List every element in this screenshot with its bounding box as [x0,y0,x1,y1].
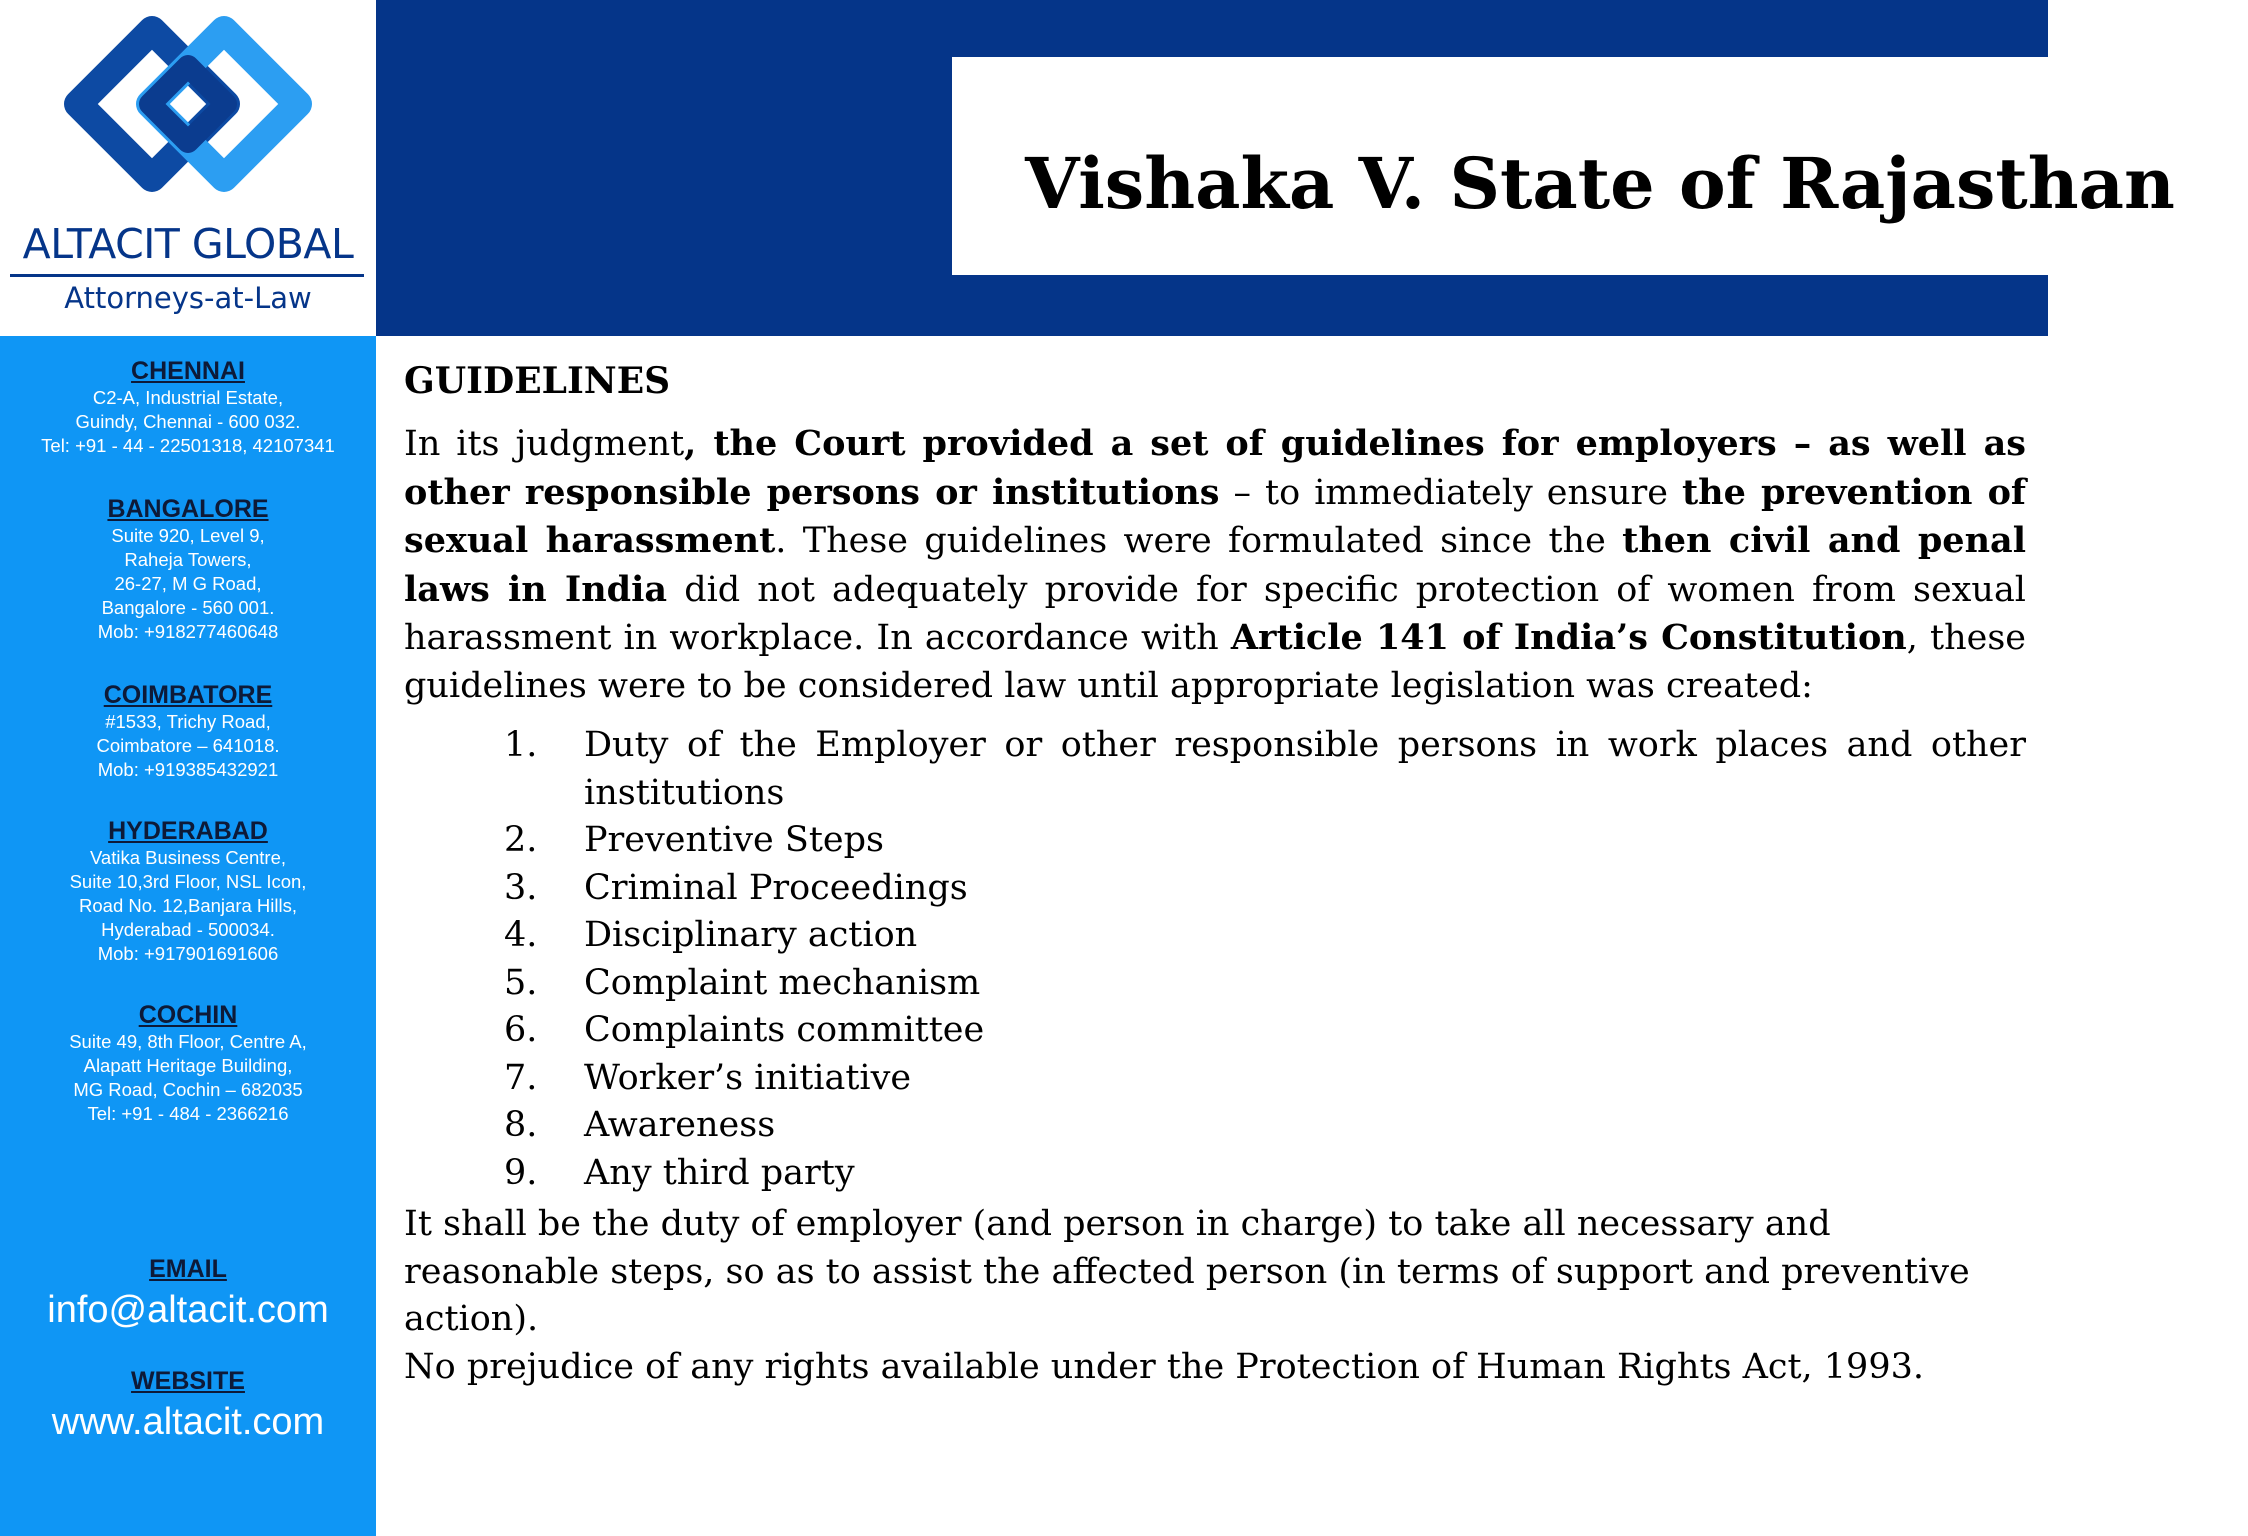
office-phone: Mob: +917901691606 [97,943,279,964]
guideline-text: Duty of the Employer or other responsible persons in work places and other institutions [584,725,2026,813]
guideline-number: 5. [504,962,538,1003]
intro-text: – to immediately ensure [1219,472,1683,513]
office-address-line: Suite 49, 8th Floor, Centre A, [69,1031,307,1052]
guideline-text: Complaints committee [584,1010,985,1050]
office-address-line: Raheja Towers, [124,549,252,570]
office-chennai [0,356,376,458]
guideline-number: 2. [504,820,538,860]
title-box [952,57,2248,275]
guideline-list [404,722,2026,1197]
guideline-number: 4. [504,915,538,955]
guideline-number: 1. [504,725,538,765]
firm-name: ALTACIT GLOBAL [22,220,354,268]
office-bangalore [0,494,376,644]
guideline-item [504,722,2026,817]
guideline-item [504,912,2026,960]
intro-paragraph [404,420,2026,710]
guideline-item [504,865,2026,913]
intro-emphasis: Article 141 of India’s Constitution [1230,617,1907,658]
intro-text: , these guidelines were to be considered law until appropriate legislation was created: [404,618,2026,706]
intro-emphasis: , the Court provided a set of guidelines for employers – as well as other responsible persons or institutions [404,423,2026,513]
office-address-line: MG Road, Cochin – 682035 [73,1079,303,1100]
email-label: EMAIL [149,1255,227,1283]
guideline-number: 9. [504,1152,538,1193]
guideline-text: Worker’s initiative [584,1057,912,1098]
office-address-line: Coimbatore – 641018. [96,735,280,756]
office-phone: Mob: +919385432921 [97,759,279,780]
office-address-line: 26-27, M G Road, [114,573,262,594]
guideline-item [504,1150,2026,1198]
guideline-text: Disciplinary action [584,915,918,955]
guideline-text: Complaint mechanism [584,962,981,1003]
slide-title: Vishaka V. State of Rajasthan [1025,142,2175,225]
office-address-line: Road No. 12,Banjara Hills, [79,895,297,916]
office-phone: Tel: +91 - 484 - 2366216 [87,1103,289,1124]
intro-text: In its judgment [404,424,685,464]
office-address-line: Hyderabad - 500034. [101,919,275,940]
office-city: COCHIN [138,1001,238,1029]
office-cochin [0,1000,376,1126]
closing-paragraph: No prejudice of any rights available under the Protection of Human Rights Act, 1993. [404,1346,1924,1387]
guideline-item [504,1055,2026,1103]
office-address-line: Suite 10,3rd Floor, NSL Icon, [69,871,307,892]
guideline-number: 3. [504,867,538,908]
guideline-number: 8. [504,1105,538,1145]
firm-logo [0,0,376,336]
altacit-logo-mark-icon [40,6,336,206]
office-phone: Mob: +918277460648 [97,621,279,642]
guideline-text: Preventive Steps [584,820,885,860]
guideline-number: 6. [504,1010,538,1050]
office-address-line: #1533, Trichy Road, [105,711,271,732]
office-coimbatore [0,680,376,782]
office-address-line: Vatika Business Centre, [89,847,287,868]
firm-name-divider [10,274,364,277]
guideline-item [504,960,2026,1008]
office-address-line: Suite 920, Level 9, [111,525,265,546]
office-city: CHENNAI [131,357,245,385]
office-hyderabad [0,816,376,966]
email-link[interactable]: info@altacit.com [47,1289,329,1331]
guideline-text: Any third party [584,1152,855,1193]
office-city: BANGALORE [107,495,269,523]
closing-paragraph: It shall be the duty of employer (and person in charge) to take all necessary and reasonable steps, so as to assist the affected person (in terms of support and preventive action). [404,1204,1970,1339]
guideline-text: Criminal Proceedings [584,867,968,908]
office-address-line: Alapatt Heritage Building, [83,1055,293,1076]
section-heading: GUIDELINES [404,360,671,402]
guideline-item [504,1102,2026,1150]
guideline-item [504,817,2026,865]
office-city: HYDERABAD [108,817,268,845]
intro-emphasis: then civil and penal laws in India [404,520,2026,610]
office-sidebar [0,336,376,1536]
office-phone: Tel: +91 - 44 - 22501318, 42107341 [41,435,335,456]
office-address-line: Guindy, Chennai - 600 032. [75,411,301,432]
intro-text: did not adequately provide for specific protection of women from sexual harassment in workplace. In accordance with [404,569,2027,658]
office-address-line: Bangalore - 560 001. [101,597,275,618]
header-band [376,0,2175,336]
intro-text: . These guidelines were formulated since the [775,521,1623,561]
slide-content [404,356,2026,1391]
guideline-text: Awareness [584,1105,776,1145]
website-label: WEBSITE [131,1367,245,1395]
office-address-line: C2-A, Industrial Estate, [92,387,284,408]
firm-tagline: Attorneys-at-Law [64,281,312,315]
guideline-item [504,1007,2026,1055]
website-link[interactable]: www.altacit.com [51,1401,325,1443]
office-city: COIMBATORE [103,681,273,709]
intro-emphasis: the prevention of sexual harassment [404,471,2026,561]
closing-text [404,1201,2026,1391]
guideline-number: 7. [504,1057,538,1098]
